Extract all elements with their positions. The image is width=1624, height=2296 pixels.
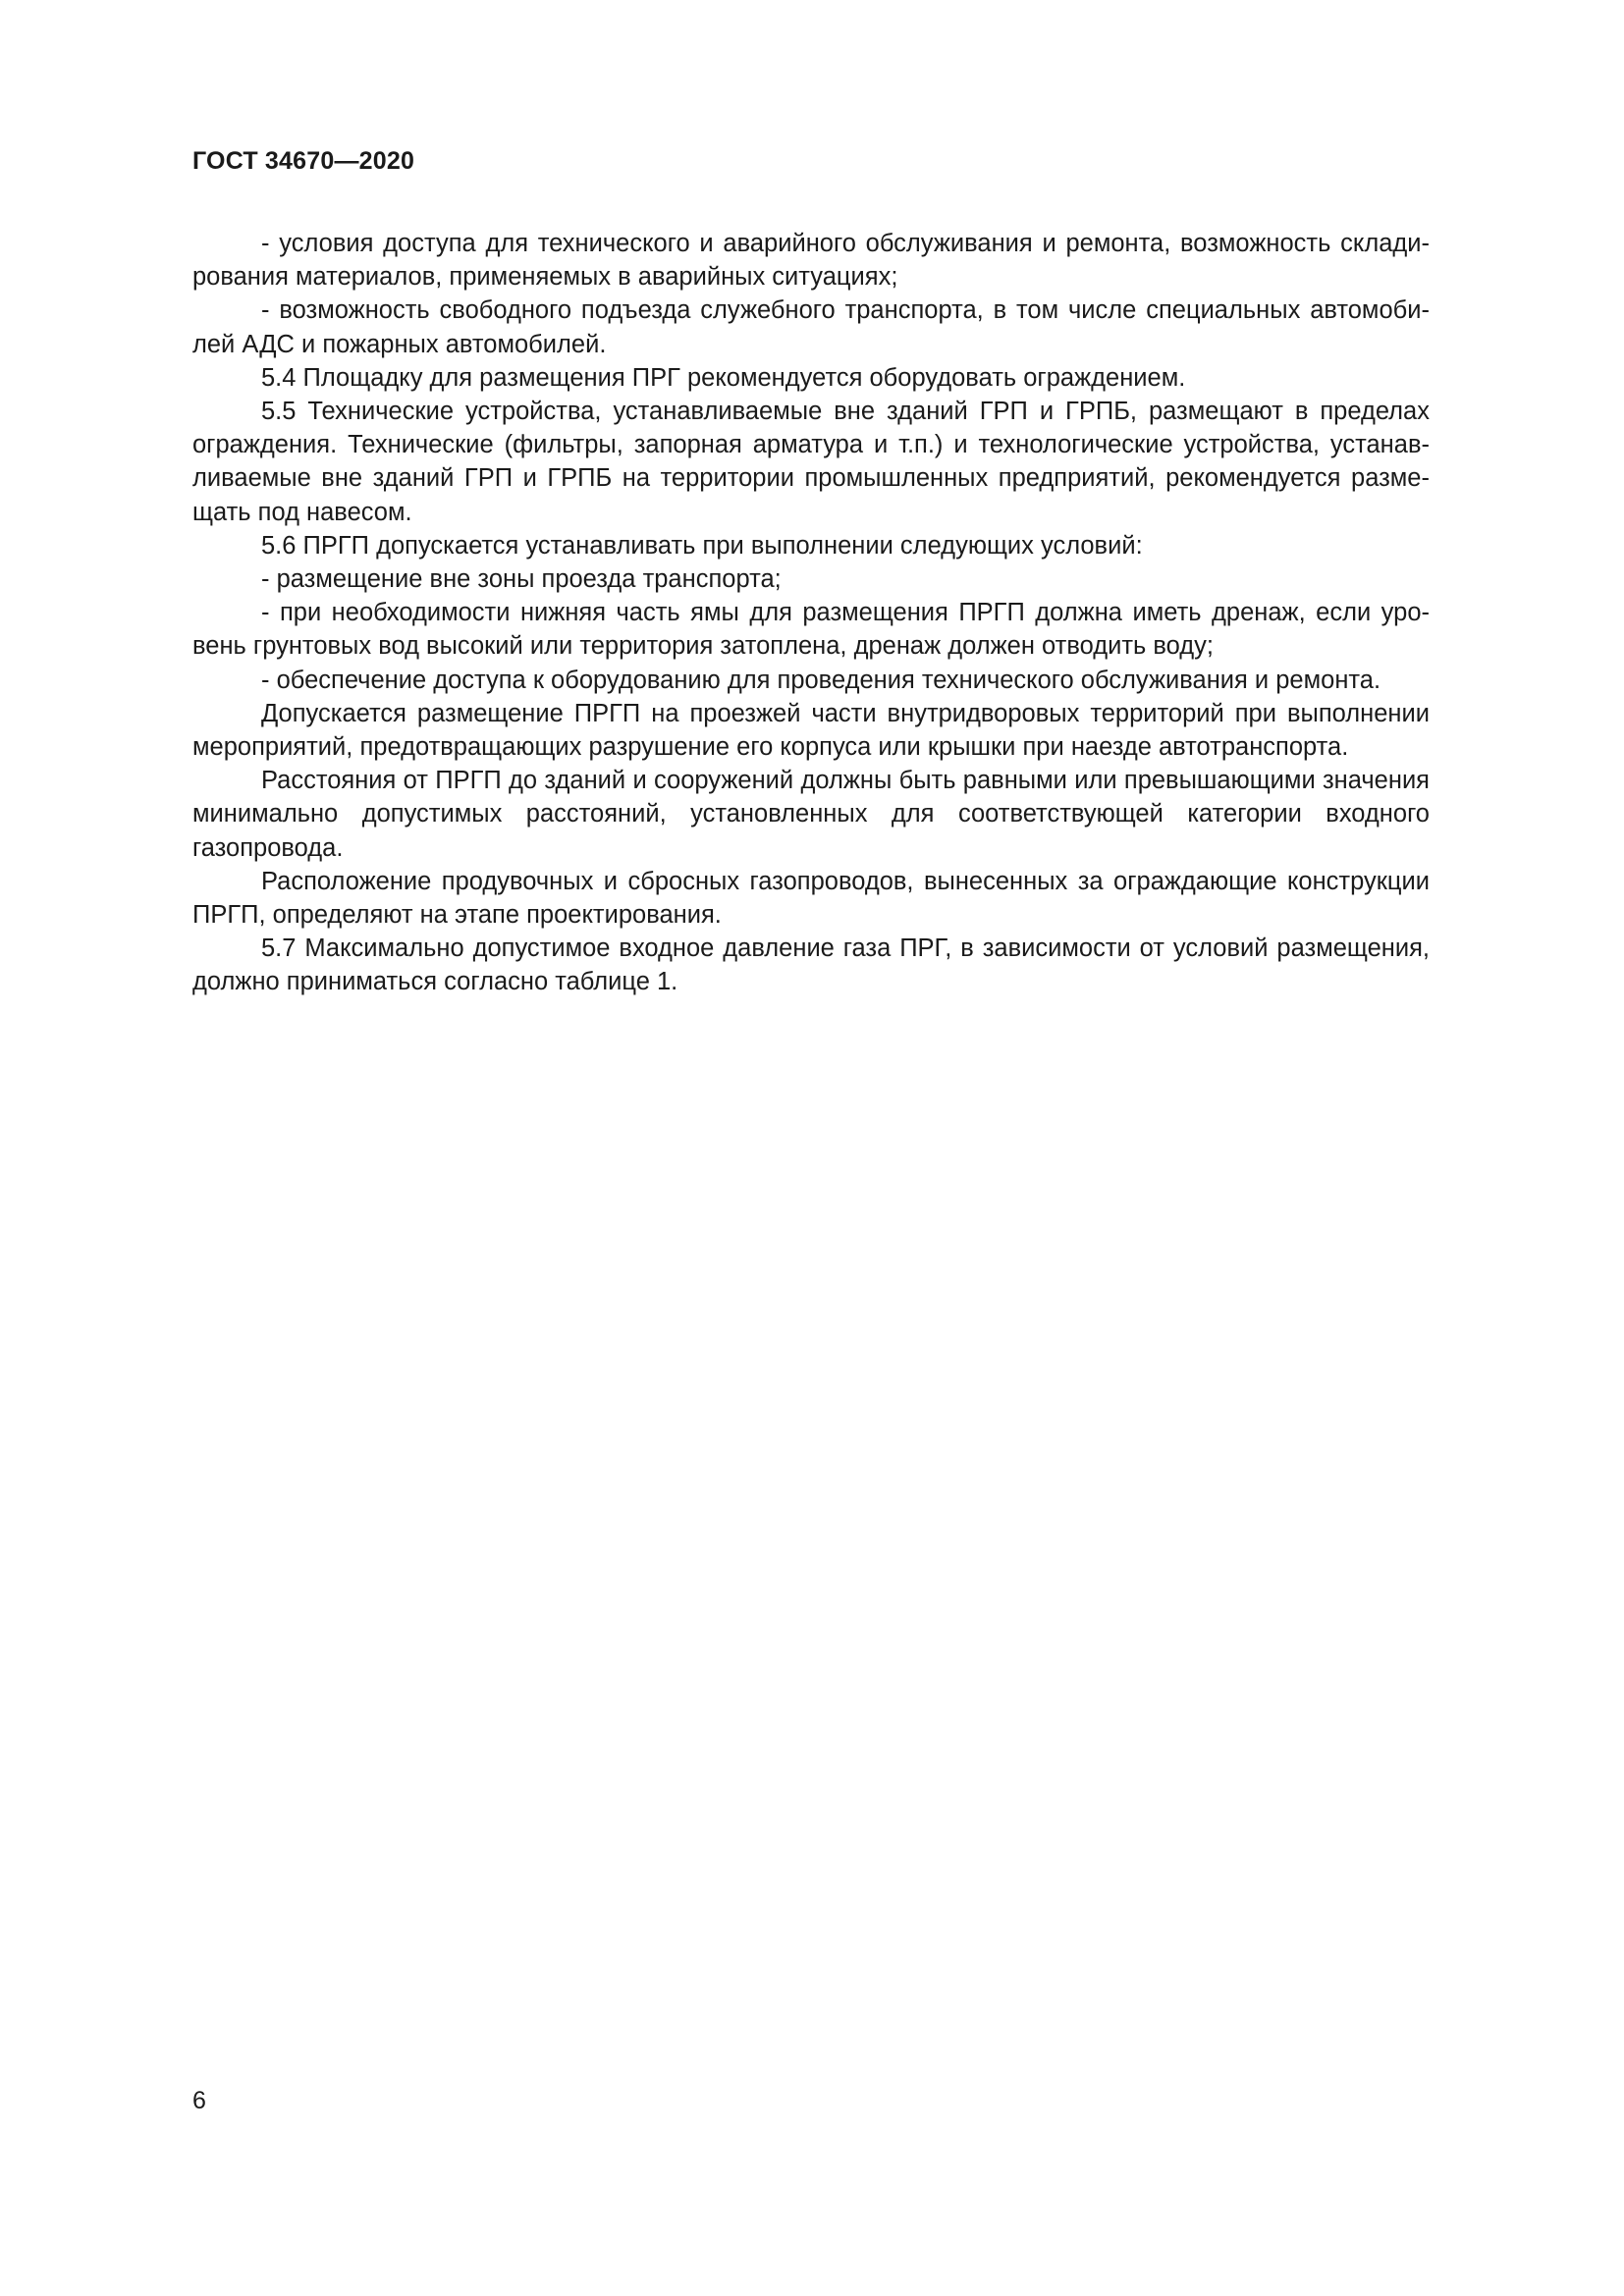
page-number: 6 (192, 2087, 206, 2114)
paragraph-5-6: 5.6 ПРГП допускается устанавливать при выполнении следующих условий: (261, 531, 1143, 560)
paragraph-5-4: 5.4 Площадку для размещения ПРГ рекомендуется оборудовать ограждением. (261, 363, 1186, 392)
paragraph-vehicle-access: - возможность свободного подъезда служебного транспорта, в том числе специальных автомобилей АДС и пожарных автомобилей. (192, 296, 1430, 358)
paragraph-maintenance-access: - обеспечение доступа к оборудованию для проведения технического обслуживания и ремонта. (261, 666, 1381, 694)
paragraph-5-5: 5.5 Технические устройства, устанавливаемые вне зданий ГРП и ГРПБ, размещают в пределах ограждения. Технические (фильтры, запорная арматура и т.п.) и технологические устройства, устанавливаемые вне зданий ГРП и ГРПБ на территории промышленных предприятий, рекомендуется размещать под навесом. (192, 398, 1430, 526)
paragraph-access-conditions: - условия доступа для технического и аварийного обслуживания и ремонта, возможность складирования материалов, применяемых в аварийных ситуациях; (192, 230, 1430, 292)
paragraph-5-7: 5.7 Максимально допустимое входное давление газа ПРГ, в зависимости от условий размещения, должно приниматься согласно таблице 1. (192, 934, 1430, 996)
paragraph-roadway-placement: Допускается размещение ПРГП на проезжей части внутридворовых территорий при выполнении мероприятий, предотвращающих разрушение его корпуса или крышки при наезде автотранспорта. (192, 699, 1430, 762)
document-header: ГОСТ 34670—2020 (192, 147, 415, 175)
paragraph-purge-pipelines: Расположение продувочных и сбросных газопроводов, вынесенных за ограждающие конструкции ПРГП, определяют на этапе проектирования. (192, 867, 1430, 930)
paragraph-distances: Расстояния от ПРГП до зданий и сооружений должны быть равными или превышающими значения минимально допустимых расстояний, установленных для соответствующей категории входного газопровода. (192, 767, 1430, 862)
paragraph-drainage: - при необходимости нижняя часть ямы для размещения ПРГП должна иметь дренаж, если уровень грунтовых вод высокий или территория затоплена, дренаж должен отводить воду; (192, 599, 1430, 661)
body-text (192, 227, 1430, 999)
paragraph-placement-outside-traffic: - размещение вне зоны проезда транспорта; (261, 565, 782, 594)
